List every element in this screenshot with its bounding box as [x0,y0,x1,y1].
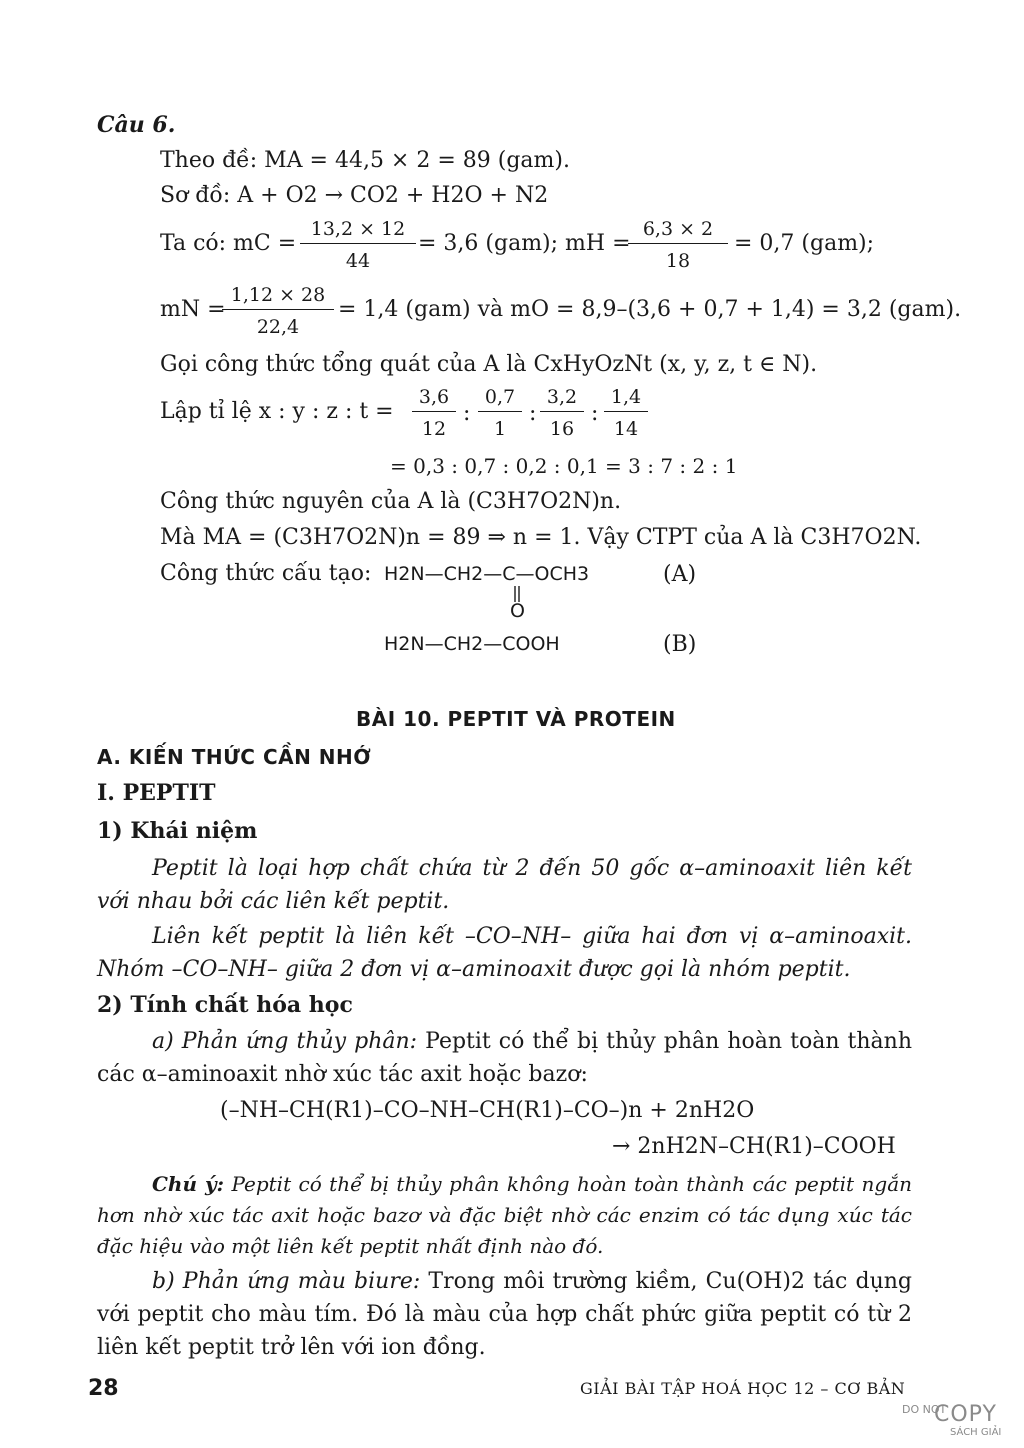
page-number: 28 [88,1376,119,1401]
question-line-5: Gọi công thức tổng quát của A là CxHyOzNt (x, y, z, t ∈ N). [160,352,818,377]
fraction-mass-hydrogen [628,218,728,272]
question-line-7: = 0,3 : 0,7 : 0,2 : 0,1 = 3 : 7 : 2 : 1 [390,454,738,478]
equation-line-1: (–NH–CH(R1)–CO–NH–CH(R1)–CO–)n + 2nH2O [220,1098,755,1123]
section-a-heading: A. KIẾN THỨC CẦN NHỚ [97,745,372,769]
stamp-do-not: DO NOT [902,1403,947,1416]
fraction-denominator: 18 [665,250,691,272]
lesson-title: BÀI 10. PEPTIT VÀ PROTEIN [356,707,676,731]
biuret-text: Trong môi trường kiềm, Cu(OH)2 tác dụng với peptit cho màu tím. Đó là màu của hợp chất phức giữa peptit có từ 2 liên kết peptit trở lên với ion đồng. [97,1269,913,1360]
paragraph-biuret [97,1265,912,1364]
fraction-denominator: 1 [493,418,507,440]
question-line-1: Theo đề: MA = 44,5 × 2 = 89 (gam). [160,148,570,173]
ratio-separator: : [591,401,599,426]
structure-a-oxygen: O [510,600,525,622]
ratio-separator: : [529,401,537,426]
fraction-numerator: 3,2 [540,386,584,412]
paragraph-note [97,1169,912,1262]
ratio-fraction [540,386,584,440]
structure-b: H2N—CH2—COOH [384,633,560,655]
paragraph-hydrolysis [97,1025,912,1091]
ratio-fraction [412,386,456,440]
paragraph-definition: Peptit là loại hợp chất chứa từ 2 đến 50 gốc α–aminoaxit liên kết với nhau bởi các liên kết peptit. [97,856,912,914]
fraction-numerator: 1,4 [604,386,648,412]
equation-line-2: → 2nH2N–CH(R1)–COOH [612,1134,896,1159]
question-line-8: Công thức nguyên của A là (C3H7O2N)n. [160,489,622,514]
fraction-denominator: 44 [345,250,371,272]
fraction-denominator: 16 [549,418,575,440]
section-i-heading: I. PEPTIT [97,780,216,806]
ratio-fraction [604,386,648,440]
question-line-3-mid: = 3,6 (gam); mH = [418,231,631,256]
structure-a-tag: (A) [663,562,697,587]
ratio-separator: : [463,401,471,426]
fraction-denominator: 12 [421,418,447,440]
question-line-4-prefix: mN = [160,297,226,322]
structure-a: H2N—CH2—C—OCH3 [384,563,590,585]
subsection-2-heading: 2) Tính chất hóa học [97,992,353,1018]
fraction-mass-nitrogen [222,284,334,338]
fraction-denominator: 22,4 [256,316,300,338]
paragraph-peptide-bond: Liên kết peptit là liên kết –CO–NH– giữa hai đơn vị α–aminoaxit. Nhóm –CO–NH– giữa 2 đơn vị α–aminoaxit được gọi là nhóm peptit. [97,924,912,982]
fraction-mass-carbon [300,218,416,272]
note-label: Chú ý: [152,1172,225,1196]
fraction-numerator: 6,3 × 2 [628,218,728,244]
question-line-9: Mà MA = (C3H7O2N)n = 89 ⇒ n = 1. Vậy CTPT của A là C3H7O2N. [160,525,922,550]
subsection-1-heading: 1) Khái niệm [97,818,258,844]
fraction-numerator: 3,6 [412,386,456,412]
do-not-copy-stamp [902,1402,1006,1442]
ratio-fraction [478,386,522,440]
fraction-denominator: 14 [613,418,639,440]
structure-b-tag: (B) [663,632,697,657]
question-line-3-end: = 0,7 (gam); [734,231,875,256]
question-line-4-end: = 1,4 (gam) và mO = 8,9–(3,6 + 0,7 + 1,4) = 3,2 (gam). [338,297,962,322]
hydrolysis-label: a) Phản ứng thủy phân: [152,1029,418,1054]
biuret-label: b) Phản ứng màu biure: [152,1269,421,1294]
book-title: GIẢI BÀI TẬP HOÁ HỌC 12 – CƠ BẢN [580,1379,906,1398]
fraction-numerator: 0,7 [478,386,522,412]
stamp-copy: COPY [934,1402,997,1427]
question-line-3-prefix: Ta có: mC = [160,231,297,256]
question-heading: Câu 6. [97,112,176,138]
hydrolysis-text: Peptit có thể bị thủy phân hoàn toàn thành các α–aminoaxit nhờ xúc tác axit hoặc bazơ: [97,1029,912,1087]
question-line-6-prefix: Lập tỉ lệ x : y : z : t = [160,399,394,424]
note-text: Peptit có thể bị thủy phân không hoàn toàn thành các peptit ngắn hơn nhờ xúc tác axit hoặc bazơ và đặc biệt nhờ các enzim có tác dụng xúc tác đặc hiệu vào một liên kết peptit nhất định nào đó. [97,1172,912,1258]
stamp-sach-giai: SÁCH GIẢI [950,1427,1002,1438]
fraction-numerator: 13,2 × 12 [300,218,416,244]
question-line-10-label: Công thức cấu tạo: [160,561,372,586]
fraction-numerator: 1,12 × 28 [222,284,334,310]
question-line-2: Sơ đồ: A + O2 → CO2 + H2O + N2 [160,183,549,208]
